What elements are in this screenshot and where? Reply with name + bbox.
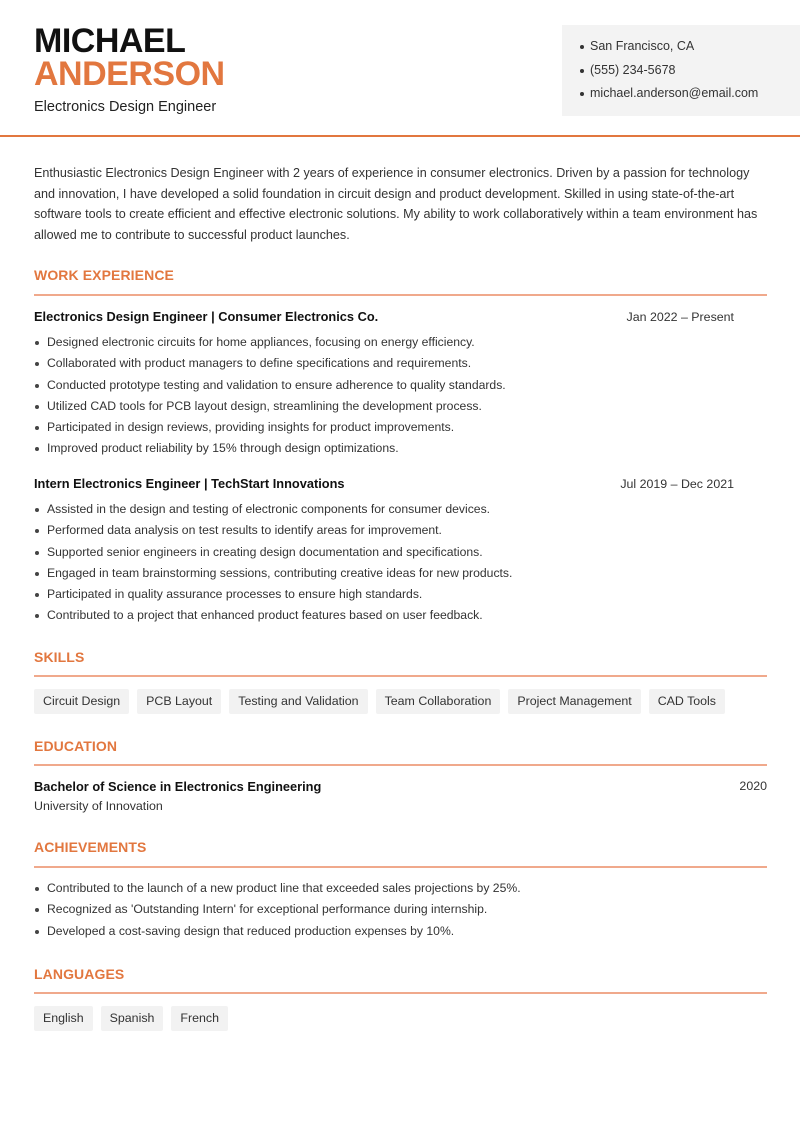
list-item: Assisted in the design and testing of electronic components for consumer devices. (34, 501, 512, 522)
section-divider (34, 675, 767, 677)
language-tag: Spanish (101, 1006, 164, 1031)
education-year: 2020 (739, 779, 767, 793)
section-divider (34, 992, 767, 994)
summary: Enthusiastic Electronics Design Engineer with 2 years of experience in consumer electronics. Driven by a passion for technology and innovation, I have developed a solid foundation in circuit design and product development. Skilled in using state-of-the-art software tools to create efficient and effective electronic solutions. My ability to work collaboratively within a team environment has allowed me to contribute to successful product launches. (34, 166, 758, 243)
education-degree: Bachelor of Science in Electronics Engineering (34, 779, 322, 794)
list-item: Participated in quality assurance processes to ensure high standards. (34, 586, 512, 607)
skill-tag: Team Collaboration (376, 689, 501, 714)
section-title-achievements: ACHIEVEMENTS (34, 839, 147, 855)
resume-header (0, 0, 800, 137)
list-item: Engaged in team brainstorming sessions, contributing creative ideas for new products. (34, 565, 512, 586)
section-divider (34, 866, 767, 868)
job-heading (34, 476, 767, 491)
job-title: Electronics Design Engineer (34, 99, 217, 115)
job-bullets (34, 334, 506, 462)
list-item: Participated in design reviews, providing insights for product improvements. (34, 419, 506, 440)
list-item: Designed electronic circuits for home appliances, focusing on energy efficiency. (34, 334, 506, 355)
contact-email[interactable]: michael.anderson@email.com (580, 85, 800, 109)
list-item: Contributed to the launch of a new product line that exceeded sales projections by 25%. (34, 880, 521, 901)
section-title-education: EDUCATION (34, 738, 118, 754)
section-title-skills: SKILLS (34, 649, 85, 665)
contact-phone: (555) 234-5678 (580, 62, 800, 86)
job-heading-text: Intern Electronics Engineer | TechStart Innovations (34, 476, 345, 491)
job-heading-text: Electronics Design Engineer | Consumer Electronics Co. (34, 309, 379, 324)
list-item: Collaborated with product managers to define specifications and requirements. (34, 355, 506, 376)
section-title-languages: LANGUAGES (34, 966, 125, 982)
list-item: Contributed to a project that enhanced product features based on user feedback. (34, 607, 512, 628)
skill-tag: Circuit Design (34, 689, 129, 714)
contact-box (562, 25, 800, 116)
list-item: Improved product reliability by 15% through design optimizations. (34, 440, 506, 461)
job-heading (34, 309, 767, 324)
list-item: Developed a cost-saving design that reduced production expenses by 10%. (34, 923, 521, 944)
language-tag: English (34, 1006, 93, 1031)
skill-tag: CAD Tools (649, 689, 725, 714)
job-dates: Jan 2022 – Present (626, 310, 734, 324)
section-divider (34, 294, 767, 296)
achievements-list (34, 880, 521, 944)
contact-location: San Francisco, CA (580, 38, 800, 62)
section-title-work: WORK EXPERIENCE (34, 267, 174, 283)
list-item: Supported senior engineers in creating design documentation and specifications. (34, 544, 512, 565)
last-name: ANDERSON (34, 55, 225, 93)
job-dates: Jul 2019 – Dec 2021 (620, 477, 734, 491)
skill-tag: PCB Layout (137, 689, 221, 714)
skills-tags (34, 689, 725, 714)
section-divider (34, 764, 767, 766)
language-tag: French (171, 1006, 228, 1031)
list-item: Recognized as 'Outstanding Intern' for exceptional performance during internship. (34, 901, 521, 922)
list-item: Conducted prototype testing and validation to ensure adherence to quality standards. (34, 377, 506, 398)
skill-tag: Testing and Validation (229, 689, 367, 714)
education-school: University of Innovation (34, 799, 163, 813)
languages-tags (34, 1006, 228, 1031)
list-item: Performed data analysis on test results to identify areas for improvement. (34, 522, 512, 543)
skill-tag: Project Management (508, 689, 640, 714)
contact-list (580, 38, 800, 109)
list-item: Utilized CAD tools for PCB layout design, streamlining the development process. (34, 398, 506, 419)
first-name: MICHAEL (34, 22, 186, 60)
job-bullets (34, 501, 512, 629)
